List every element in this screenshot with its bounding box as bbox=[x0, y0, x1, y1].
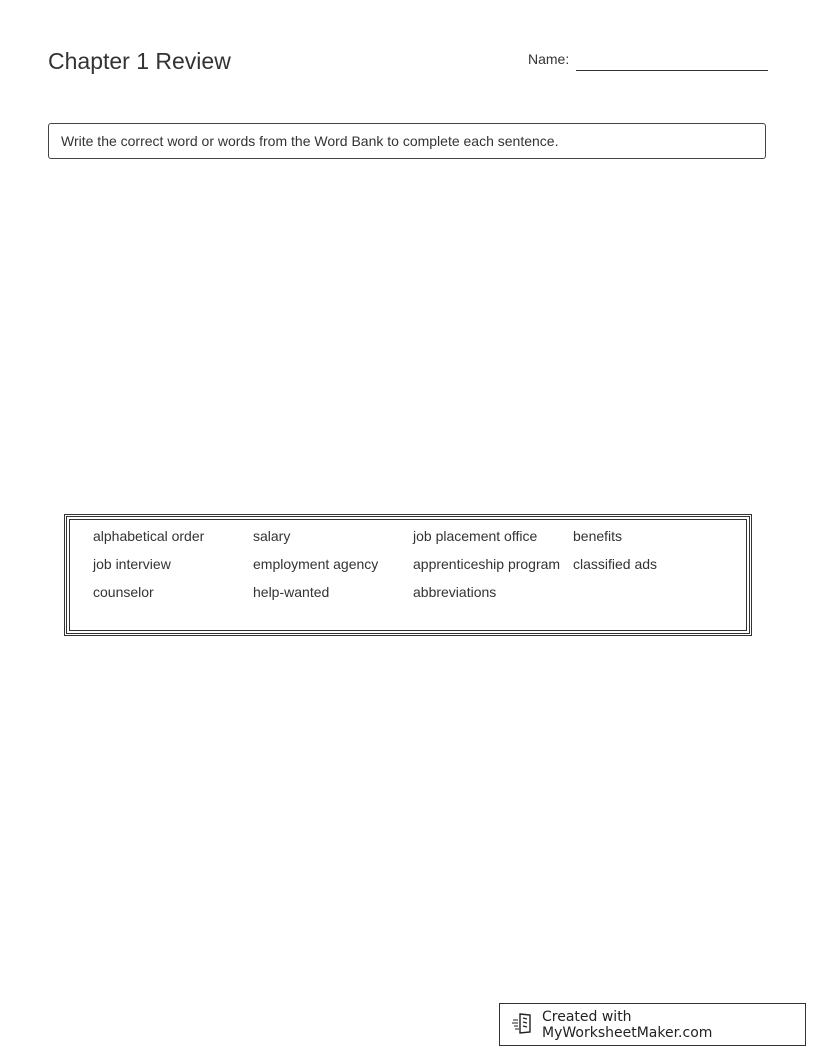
word-bank-item: classified ads bbox=[573, 556, 658, 572]
instructions-box bbox=[48, 123, 766, 159]
word-bank-item: abbreviations bbox=[413, 584, 497, 600]
word-bank-item: job interview bbox=[93, 556, 171, 572]
page-title: Chapter 1 Review bbox=[48, 48, 231, 74]
word-bank-grid bbox=[93, 527, 733, 602]
word-bank bbox=[64, 514, 752, 636]
badge-text: Created with MyWorksheetMaker.com bbox=[542, 1008, 713, 1041]
word-bank-item: job placement office bbox=[413, 528, 538, 544]
word-bank-item: apprenticeship program bbox=[413, 556, 561, 572]
word-bank-item: counselor bbox=[93, 584, 154, 600]
word-bank-item: employment agency bbox=[253, 556, 379, 572]
worksheet-maker-logo-icon bbox=[512, 1011, 542, 1039]
name-label: Name: bbox=[528, 51, 570, 67]
word-bank-item: benefits bbox=[573, 528, 623, 544]
word-bank-item: alphabetical order bbox=[93, 528, 205, 544]
word-bank-item: salary bbox=[253, 528, 291, 544]
word-bank-item: help-wanted bbox=[253, 584, 330, 600]
created-with-badge[interactable] bbox=[499, 1003, 806, 1046]
instructions-text: Write the correct word or words from the Word Bank to complete each sentence. bbox=[61, 133, 559, 149]
name-field-line[interactable] bbox=[576, 70, 768, 71]
